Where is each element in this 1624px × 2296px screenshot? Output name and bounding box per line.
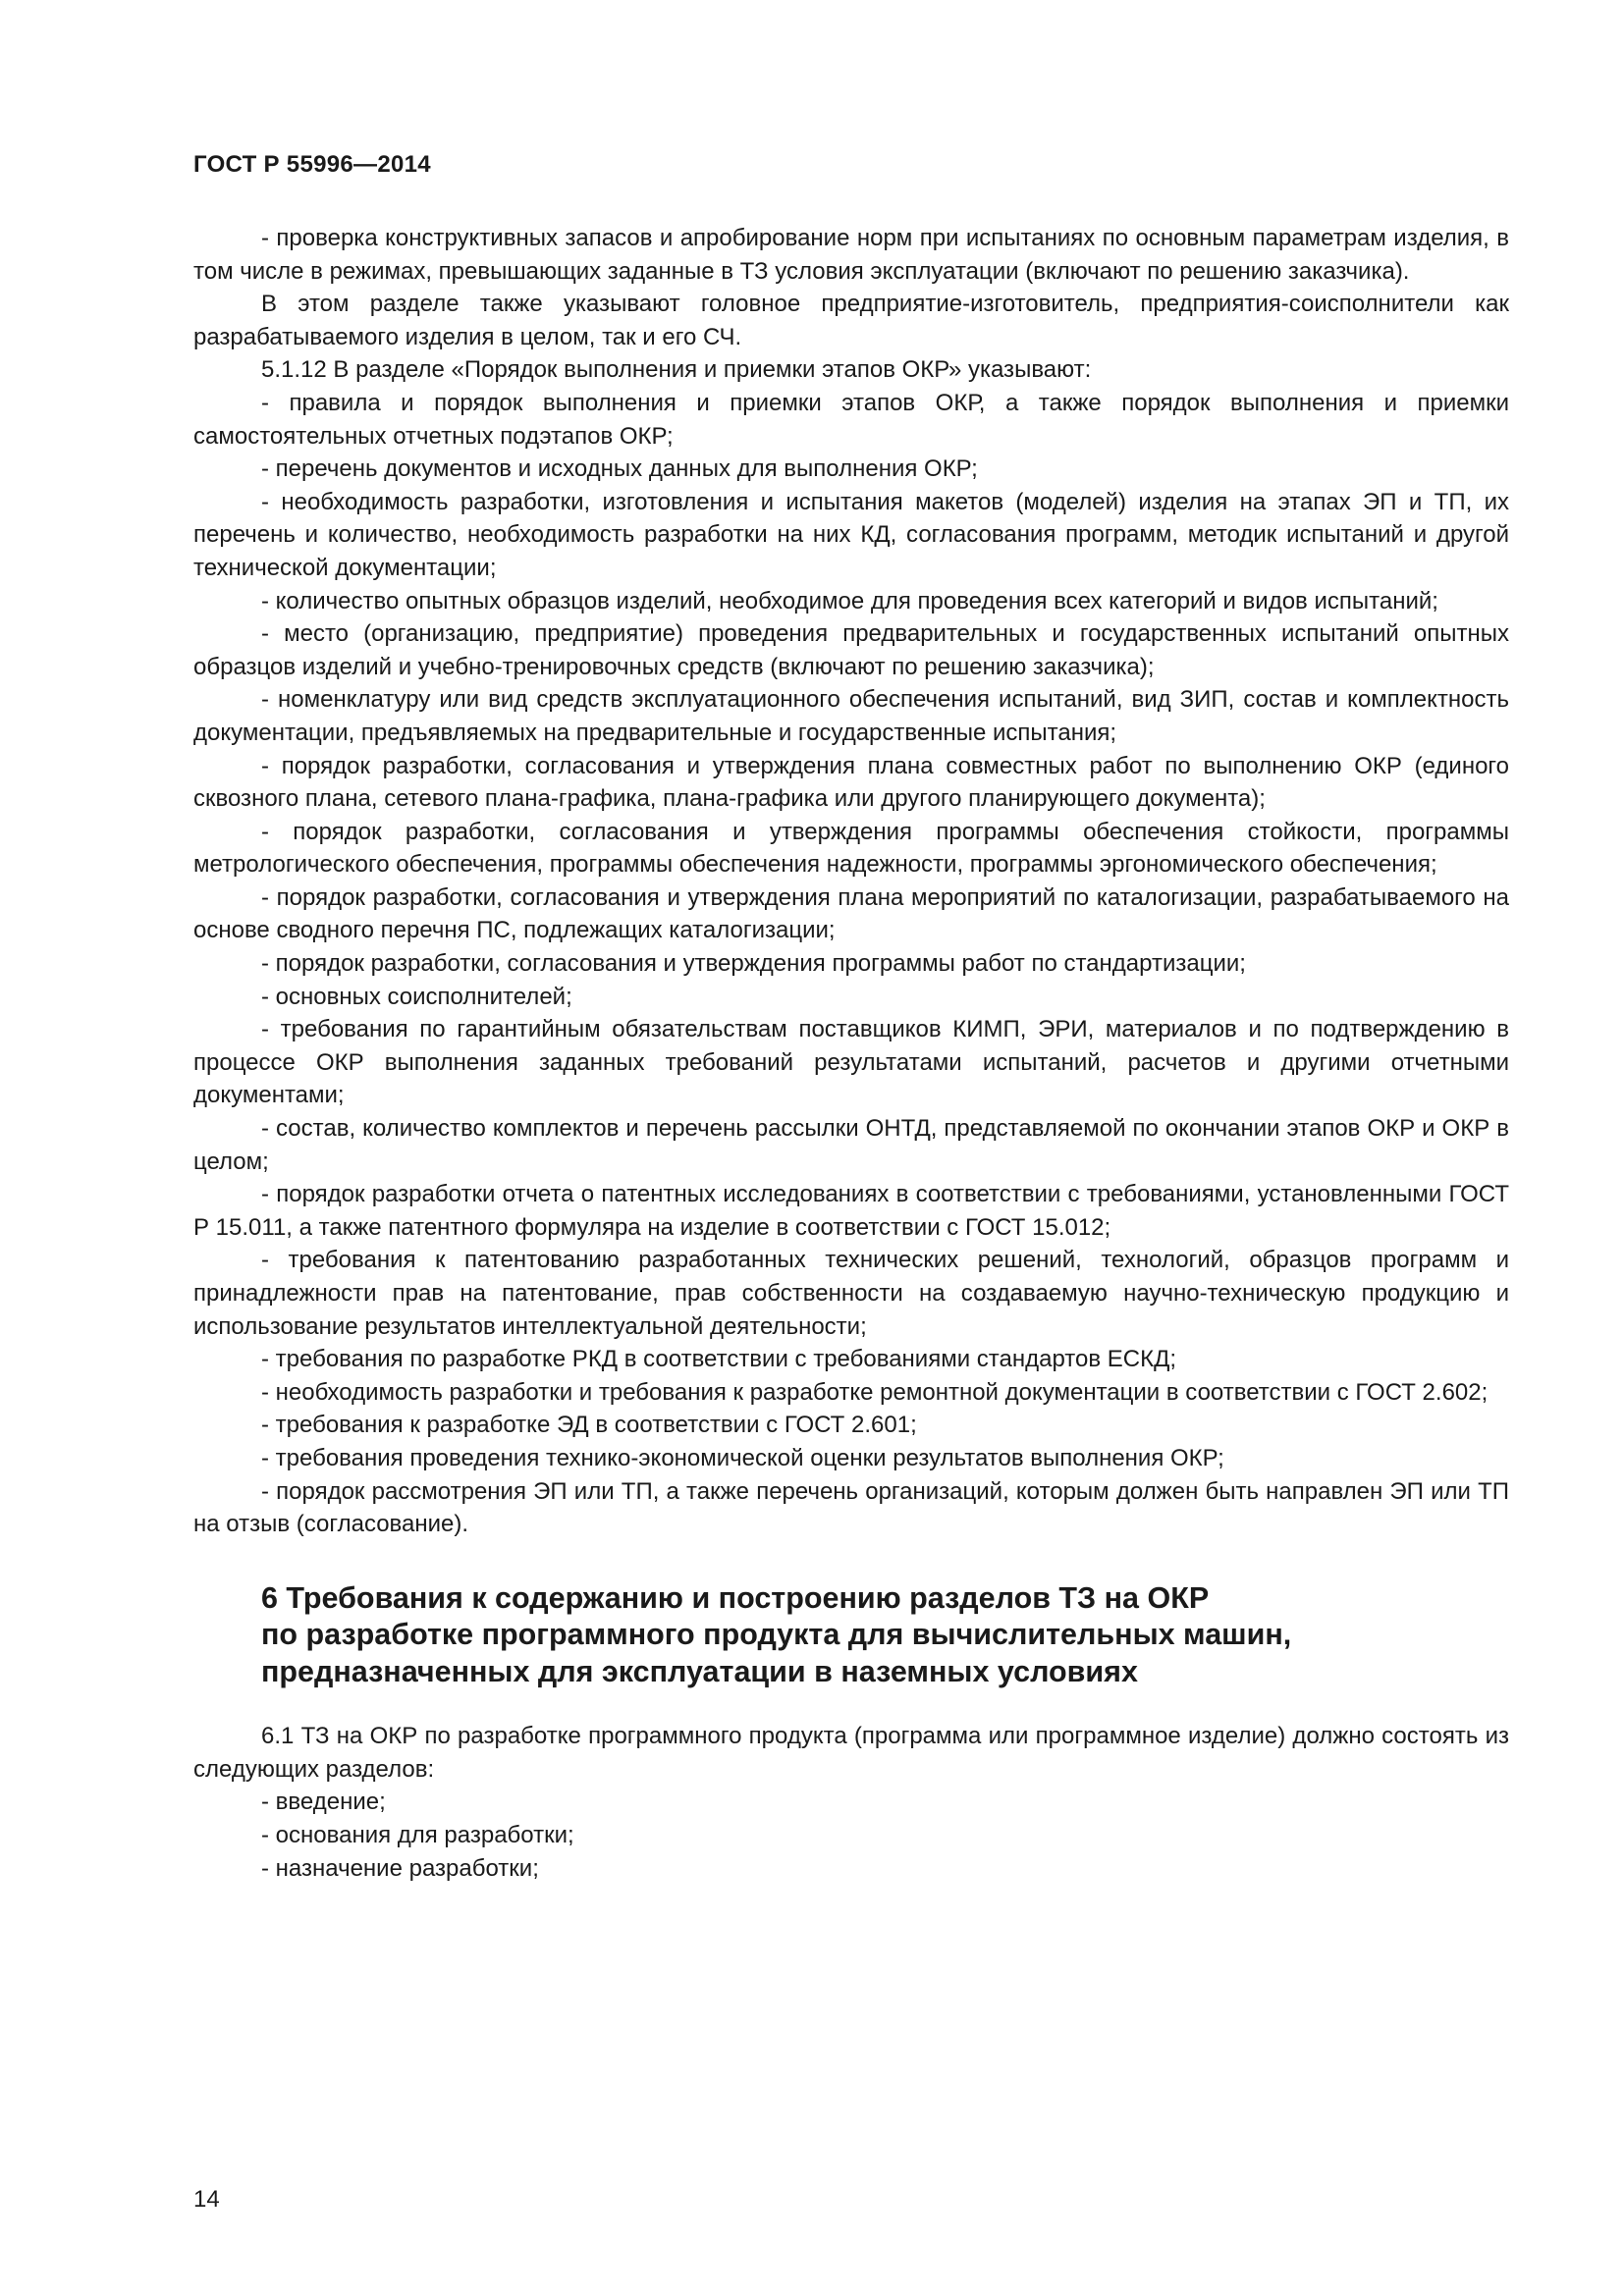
paragraph: - необходимость разработки и требования к разработке ремонтной документации в соответствии с ГОСТ 2.602;: [261, 1378, 1489, 1406]
page-number: 14: [193, 2186, 220, 2213]
paragraph: - порядок разработки, согласования и утверждения плана мероприятий по каталогизации, разрабатываемого на основе сводного перечня ПС, подлежащих каталогизации;: [193, 883, 1509, 944]
list-item: - введение;: [261, 1789, 386, 1816]
section-heading-line: по разработке программного продукта для вычислительных машин,: [261, 1618, 1292, 1652]
paragraph: - порядок рассмотрения ЭП или ТП, а также перечень организаций, которым должен быть направлен ЭП или ТП на отзыв (согласование).: [193, 1477, 1509, 1538]
paragraph: 6.1 ТЗ на ОКР по разработке программного продукта (программа или программное изделие) должно состоять из следующих разделов:: [193, 1723, 1509, 1783]
paragraph: - требования по гарантийным обязательствам поставщиков КИМП, ЭРИ, материалов и по подтверждению в процессе ОКР выполнения заданных требований результатами испытаний, расчетов и другими отчетными документами;: [193, 1016, 1509, 1109]
paragraph: 5.1.12 В разделе «Порядок выполнения и приемки этапов ОКР» указывают:: [261, 356, 1092, 384]
paragraph: - количество опытных образцов изделий, необходимое для проведения всех категорий и видов испытаний;: [261, 587, 1438, 614]
section-heading-line: предназначенных для эксплуатации в наземных условиях: [261, 1654, 1138, 1688]
paragraph: - требования к разработке ЭД в соответствии с ГОСТ 2.601;: [261, 1412, 917, 1439]
paragraph: - порядок разработки, согласования и утверждения плана совместных работ по выполнению ОКР (единого сквозного плана, сетевого плана-графика, плана-графика или другого планирующего документа);: [193, 752, 1509, 813]
document-body: [193, 222, 1509, 1885]
paragraph: - основных соисполнителей;: [261, 983, 572, 1010]
paragraph: - правила и порядок выполнения и приемки этапов ОКР, а также порядок выполнения и приемки самостоятельных отчетных подэтапов ОКР;: [193, 389, 1509, 450]
paragraph: - состав, количество комплектов и перечень рассылки ОНТД, представляемой по окончании этапов ОКР и ОКР в целом;: [193, 1115, 1509, 1175]
paragraph: - номенклатуру или вид средств эксплуатационного обеспечения испытаний, вид ЗИП, состав и комплектность документации, предъявляемых на предварительные и государственные испытания;: [193, 686, 1509, 746]
paragraph: - перечень документов и исходных данных для выполнения ОКР;: [261, 455, 978, 483]
paragraph: В этом разделе также указывают головное предприятие-изготовитель, предприятия-соисполнители как разрабатываемого изделия в целом, так и его СЧ.: [193, 291, 1509, 350]
standard-header: ГОСТ Р 55996—2014: [193, 151, 431, 178]
paragraph: - необходимость разработки, изготовления и испытания макетов (моделей) изделия на этапах ЭП и ТП, их перечень и количество, необходимость разработки на них КД, согласования программ, методик испытаний и другой технической документации;: [193, 488, 1509, 581]
paragraph: - требования проведения технико-экономической оценки результатов выполнения ОКР;: [261, 1444, 1224, 1471]
section-heading-line: 6 Требования к содержанию и построению разделов ТЗ на ОКР: [261, 1580, 1210, 1615]
paragraph: - требования к патентованию разработанных технических решений, технологий, образцов программ и принадлежности прав на патентование, прав собственности на создаваемую научно-техническую продукцию и использование результатов интеллектуальной деятельности;: [193, 1247, 1509, 1340]
paragraph: - требования по разработке РКД в соответствии с требованиями стандартов ЕСКД;: [261, 1346, 1177, 1373]
paragraph: - порядок разработки отчета о патентных исследованиях в соответствии с требованиями, установленными ГОСТ Р 15.011, а также патентного формуляра на изделие в соответствии с ГОСТ 15.012;: [193, 1181, 1509, 1241]
list-item: - основания для разработки;: [261, 1822, 574, 1849]
paragraph: - место (организацию, предприятие) проведения предварительных и государственных испытаний опытных образцов изделий и учебно-тренировочных средств (включают по решению заказчика);: [193, 620, 1509, 680]
paragraph: - проверка конструктивных запасов и апробирование норм при испытаниях по основным параметрам изделия, в том числе в режимах, превышающих заданные в ТЗ условия эксплуатации (включают по решению заказчика).: [193, 225, 1509, 285]
paragraph: - порядок разработки, согласования и утверждения программы работ по стандартизации;: [261, 950, 1246, 978]
list-item: - назначение разработки;: [261, 1854, 539, 1882]
section-6-heading: [261, 1580, 1509, 1691]
paragraph: - порядок разработки, согласования и утверждения программы обеспечения стойкости, программы метрологического обеспечения, программы обеспечения надежности, программы эргономического обеспечения;: [193, 818, 1509, 879]
